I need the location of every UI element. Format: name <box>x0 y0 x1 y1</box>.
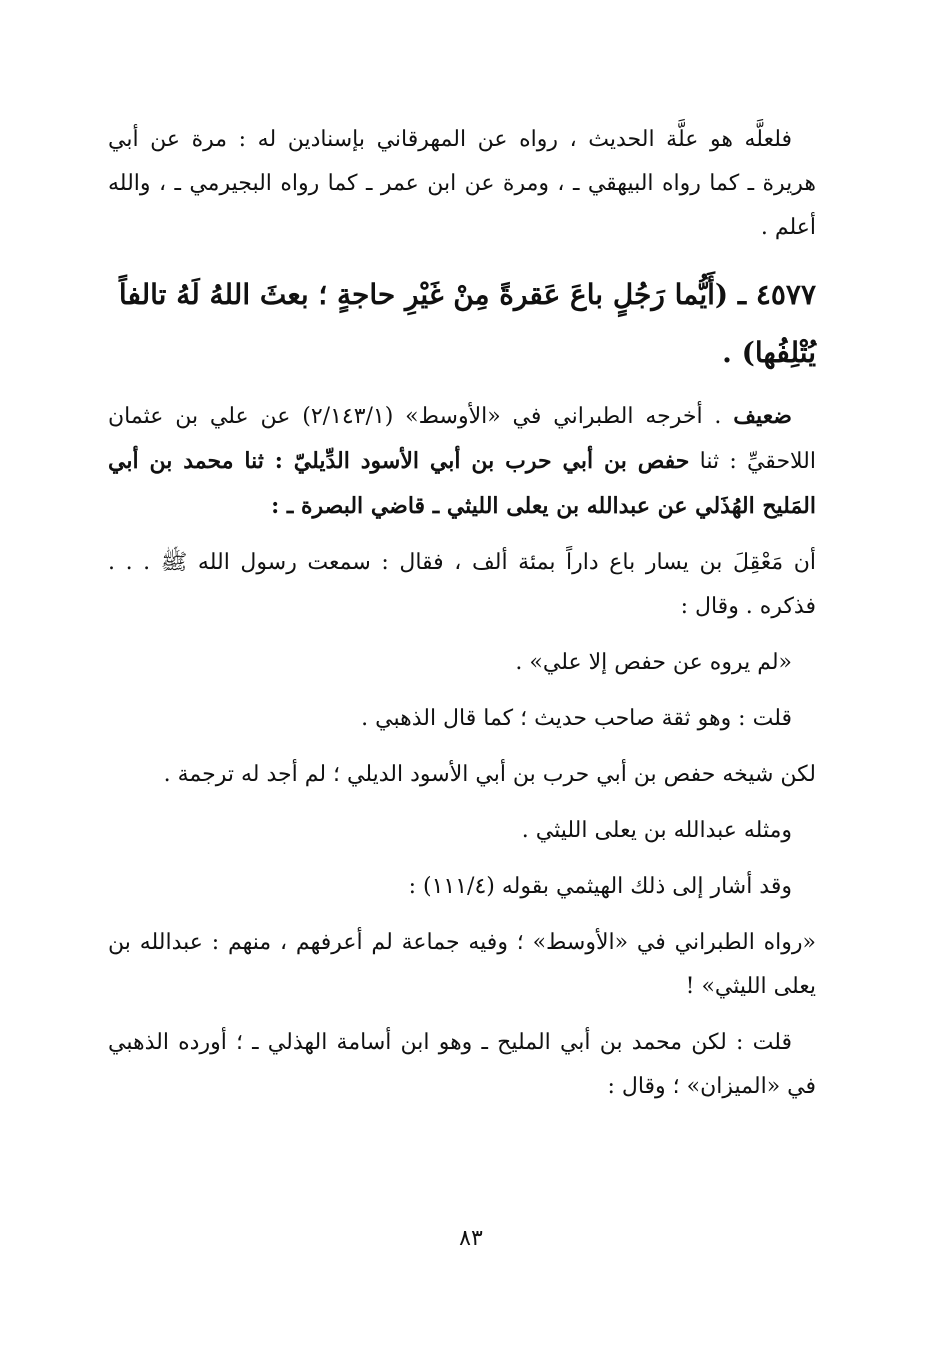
paragraph-haythami-quote: «رواه الطبراني في «الأوسط» ؛ وفيه جماعة لم أعرفهم ، منهم : عبدالله بن يعلى الليثي» ! <box>108 930 816 999</box>
isnad-chain: حفص بن أبي حرب بن أبي الأسود الدِّيليّ : ثنا محمد بن أبي المَليح الهُذَلي عن عبدالله بن يعلى الليثي ـ قاضي البصرة ـ : <box>108 448 816 519</box>
paragraph-intro: فلعلَّه هو علَّة الحديث ، رواه عن المهرقاني بإسنادين له : مرة عن أبي هريرة ـ كما رواه البيهقي ـ ، ومرة عن ابن عمر ـ كما رواه البجيرمي ـ ، والله أعلم . <box>108 127 816 240</box>
paragraph-similar: ومثله عبدالله بن يعلى الليثي . <box>521 818 792 843</box>
paragraph-haythami-ref: وقد أشار إلى ذلك الهيثمي بقوله (١١١/٤) : <box>408 874 792 899</box>
hadith-grade: ضعيف <box>733 403 792 429</box>
paragraph-sheikh-unknown: لكن شيخه حفص بن أبي حرب بن أبي الأسود الديلي ؛ لم أجد له ترجمة . <box>163 762 816 787</box>
paragraph-quote-tabarani: «لم يروه عن حفص إلا علي» . <box>515 650 792 675</box>
paragraph-mizan: قلت : لكن محمد بن أبي المليح ـ وهو ابن أسامة الهذلي ـ ؛ أورده الذهبي في «الميزان» ؛ وقال : <box>108 1030 816 1099</box>
paragraph-note-thiqa: قلت : وهو ثقة صاحب حديث ؛ كما قال الذهبي . <box>361 706 792 731</box>
paragraph-hadith-story: أن مَعْقِلَ بن يسار باع داراً بمئة ألف ، فقال : سمعت رسول الله ﷺ . . . فذكره . وقال : <box>108 550 816 619</box>
paragraph-takhrij <box>108 394 816 529</box>
takhrij-text: . أخرجه الطبراني في «الأوسط» (٢/١٤٣/١) عن علي بن عثمان اللاحقيِّ : ثنا <box>108 404 816 474</box>
page-number: ٨٣ <box>459 1226 483 1251</box>
hadith-heading: ٤٥٧٧ ـ (أَيُّما رَجُلٍ باعَ عَقرةً مِنْ غَيْرِ حاجةٍ ؛ بعثَ اللهُ لَهُ تالفاً يُتْلِفُها) . <box>118 278 816 369</box>
